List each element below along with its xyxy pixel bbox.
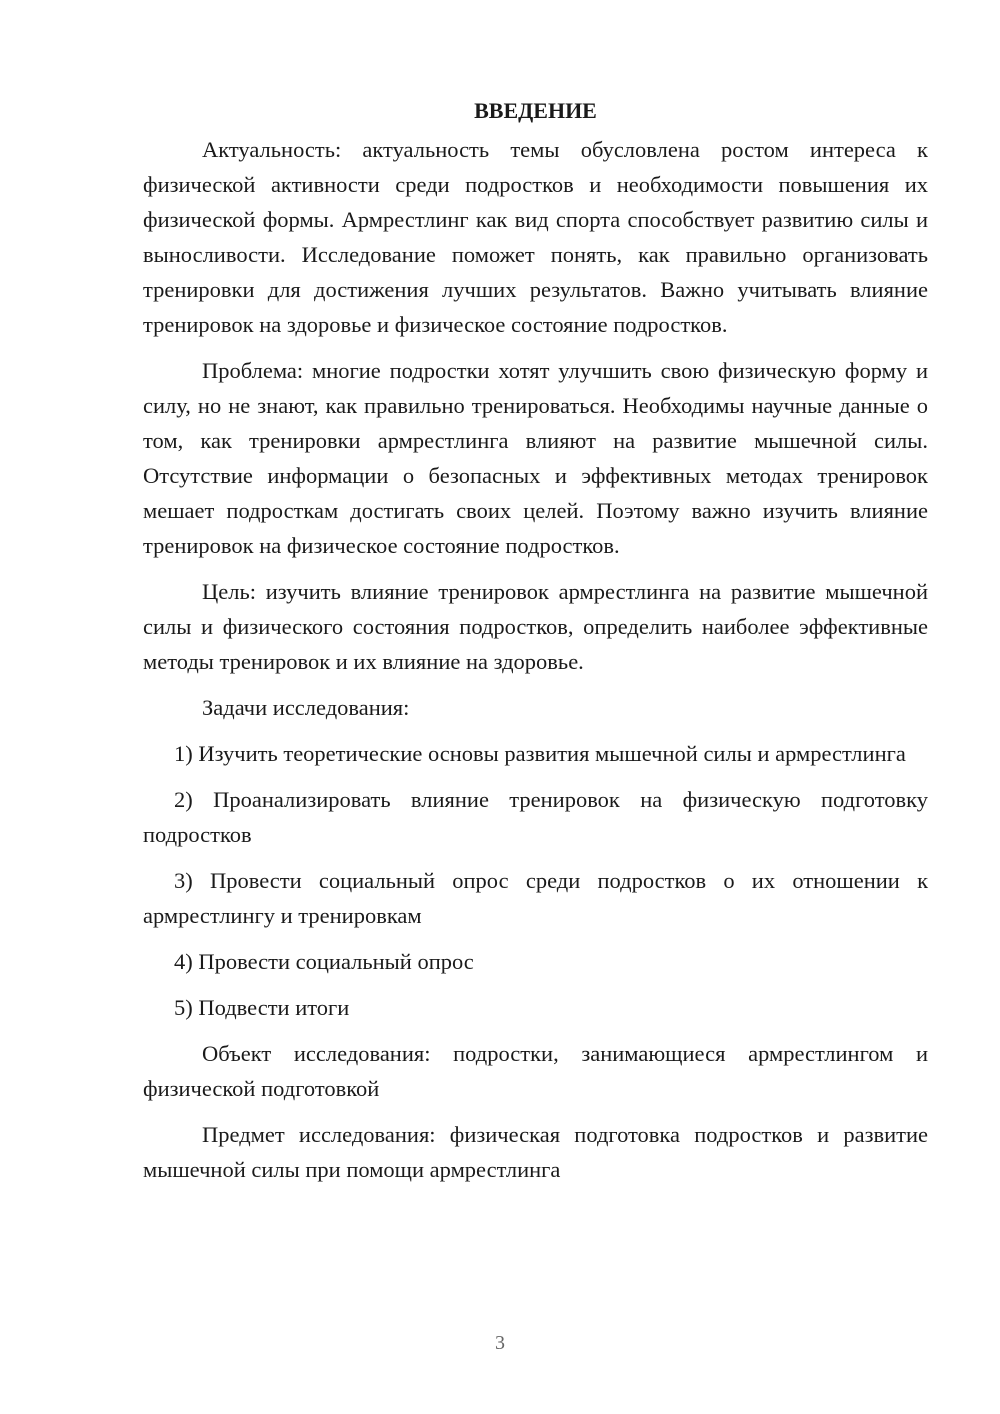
subject-paragraph: Предмет исследования: физическая подготовка подростков и развитие мышечной силы при помощи армрестлинга: [143, 1122, 928, 1182]
task-item: 4) Провести социальный опрос: [174, 949, 474, 974]
task-item: 2) Проанализировать влияние тренировок на физическую подготовку подростков: [143, 787, 928, 847]
task-item: 5) Подвести итоги: [174, 995, 350, 1020]
object-paragraph: Объект исследования: подростки, занимающиеся армрестлингом и физической подготовкой: [143, 1041, 928, 1101]
relevance-paragraph: Актуальность: актуальность темы обусловлена ростом интереса к физической активности среди подростков и необходимости повышения их физической формы. Армрестлинг как вид спорта способствует развитию силы и выносливости. Исследование поможет понять, как правильно организовать тренировки для достижения лучших результатов. Важно учитывать влияние тренировок на здоровье и физическое состояние подростков.: [143, 137, 928, 337]
task-item: 3) Провести социальный опрос среди подростков о их отношении к армрестлингу и тренировкам: [143, 868, 928, 928]
problem-paragraph: Проблема: многие подростки хотят улучшить свою физическую форму и силу, но не знают, как правильно тренироваться. Необходимы научные данные о том, как тренировки армрестлинга влияют на развитие мышечной силы. Отсутствие информации о безопасных и эффективных методах тренировок мешает подросткам достигать своих целей. Поэтому важно изучить влияние тренировок на физическое состояние подростков.: [143, 358, 928, 558]
page-number: 3: [495, 1332, 505, 1354]
tasks-heading: Задачи исследования:: [202, 695, 410, 720]
section-title: ВВЕДЕНИЕ: [474, 98, 597, 123]
goal-paragraph: Цель: изучить влияние тренировок армрестлинга на развитие мышечной силы и физического состояния подростков, определить наиболее эффективные методы тренировок и их влияние на здоровье.: [143, 579, 928, 674]
task-item: 1) Изучить теоретические основы развития мышечной силы и армрестлинга: [174, 741, 906, 766]
document-page: [143, 93, 928, 1198]
